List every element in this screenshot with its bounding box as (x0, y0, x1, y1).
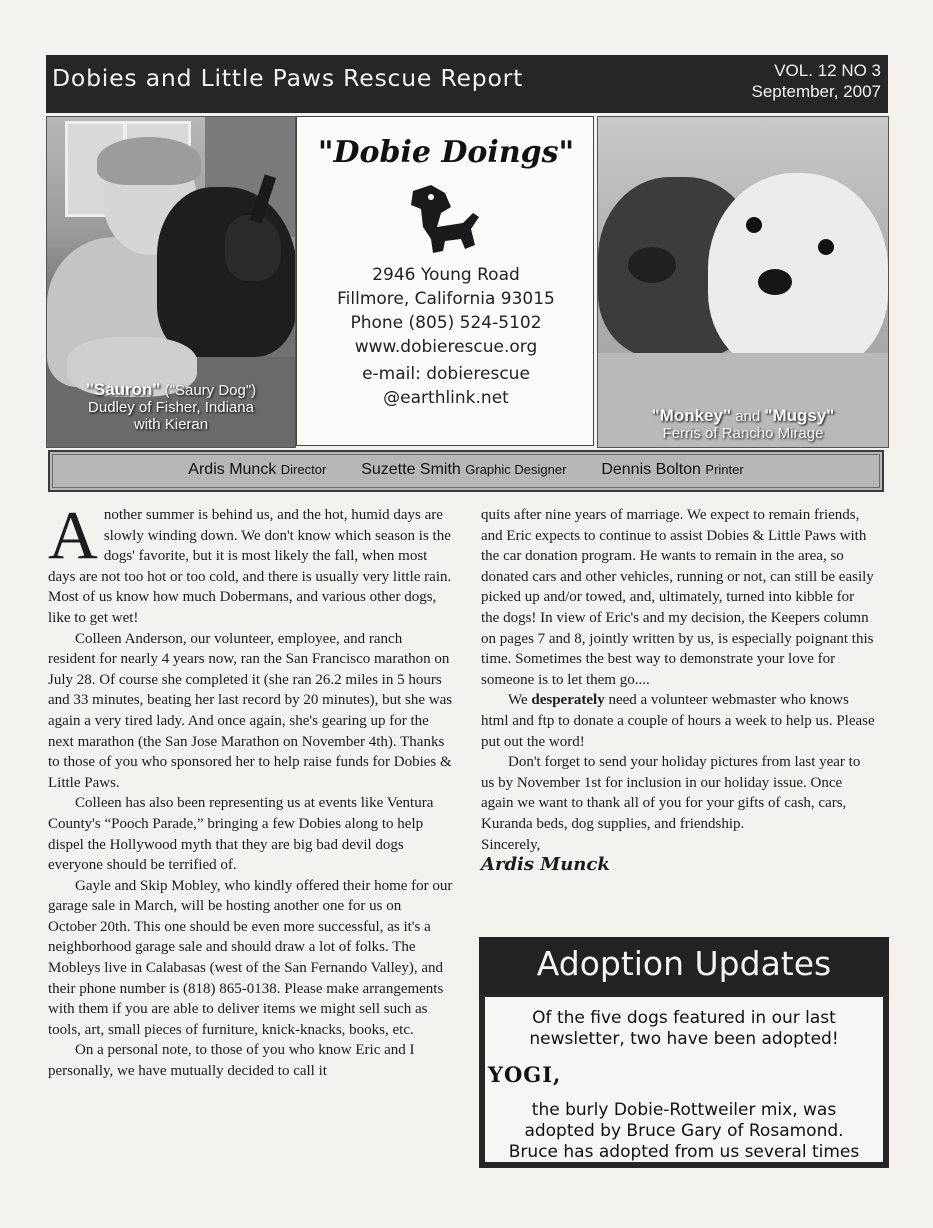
paragraph: Gayle and Skip Mobley, who kindly offered their home for our garage sale in March, will be hosting another one for us on October 20th. This one should be even more successful, as it's a neighborhood garage sale and should draw a lot of folks. The Mobleys live in Calabasas (west of the San Fernando Valley), and their phone number is (818) 865-0138. Please make arrangements with them if you are able to deliver items we might sell such as tools, art, small pieces of furniture, knick-knacks, books, etc. (48, 877, 453, 1038)
paragraph: Colleen has also been representing us at events like Ventura County's “Pooch Parade,” bringing a few Dobies along to help dispel the Hollywood myth that they are big bad devil dogs everyone should be terrified of. (48, 795, 434, 874)
caption-location: Dudley of Fisher, Indiana (88, 399, 254, 416)
logo-title: "Dobie Doings" (317, 135, 575, 170)
staff-role: Graphic Designer (465, 462, 567, 477)
caption-dog-name: "Sauron" (85, 380, 161, 399)
signature: Ardis Munck (481, 854, 610, 876)
caption-owners: Ferris of Rancho Mirage (662, 425, 824, 442)
caption-with: with Kieran (133, 416, 209, 433)
volume-number: VOL. 12 NO 3 (774, 61, 881, 80)
caption-dog-name-2: "Mugsy" (764, 406, 835, 425)
paragraph: On a personal note, to those of you who know Eric and I personally, we have mutually decided to call it (48, 1042, 415, 1080)
paragraph: Another summer is behind us, and the hot, humid days are slowly winding down. We don't know which season is the dogs' favorite, but it is most likely the fall, when most days are not too hot or too cold, and there is usually very little rain. Most of us know how much Dobermans, and various other dogs, like to get wet! (48, 497, 452, 626)
newsletter-title: Dobies and Little Paws Rescue Report (52, 64, 524, 92)
paragraph: quits after nine years of marriage. We expect to remain friends, and Eric expects to continue to assist Dobies & Little Paws with the car donation program. He wants to remain in the area, so donated cars and other vehicles, running or not, can still be easily picked up and/or towed, and, ultimately, turned into kibble for the dogs! In view of Eric's and my decision, the Keepers column on pages 7 and 8, jointly written by us, is especially poignant this time. Sometimes the best way to demonstrate your love for someone is to let them go.... (481, 507, 874, 688)
photo-caption-right (598, 407, 888, 442)
emphasis: desperately (531, 692, 605, 709)
staff-role: Director (280, 462, 327, 477)
letter-column-left (48, 497, 453, 1082)
caption-and: and (731, 408, 765, 425)
email-line2[interactable]: @earthlink.net (383, 388, 509, 408)
closing: Sincerely, (481, 836, 541, 853)
website-link[interactable]: www.dobierescue.org (354, 337, 538, 357)
adoption-title: Adoption Updates (536, 944, 832, 983)
contact-panel (296, 116, 594, 446)
email-line1[interactable]: e-mail: dobierescue (362, 364, 530, 384)
letter-column-right (481, 505, 876, 876)
photo-monkey-and-mugsy (597, 116, 889, 448)
caption-nickname: ("Saury Dog") (160, 382, 257, 399)
issue-date: September, 2007 (751, 82, 881, 101)
staff-name: Ardis Munck (188, 461, 277, 478)
paragraph: We desperately need a volunteer webmaster who knows html and ftp to donate a couple of hours a week to help us. Please put out the word! (481, 692, 875, 750)
photo-sauron-with-kieran (46, 116, 296, 448)
paragraph: Don't forget to send your holiday pictures from last year to us by November 1st for inclusion in our holiday issue. Once again we want to thank all of you for your gifts of cash, cars, Kuranda beds, dog supplies, and friendship. (481, 754, 861, 832)
address-city: Fillmore, California 93015 (337, 289, 555, 309)
staff-role: Printer (705, 462, 744, 477)
photo-caption-left (47, 381, 295, 433)
staff-name: Suzette Smith (361, 461, 461, 478)
dog-logo-icon (401, 183, 491, 261)
staff-credits (48, 461, 884, 479)
address-street: 2946 Young Road (372, 265, 520, 285)
phone-number: Phone (805) 524-5102 (350, 313, 542, 333)
paragraph: Colleen Anderson, our volunteer, employee, and ranch resident for nearly 4 years now, ran the San Francisco marathon on July 28. Of course she completed it (she ran 26.2 miles in 5 hours and 33 minutes, beating her last record by 20 minutes), but she was again a very tired lady. And once again, she's gearing up for the next marathon (the San Jose Marathon on November 4th). Thanks to those of you who sponsored her to help raise funds for Dobies & Little Paws. (48, 630, 453, 791)
staff-name: Dennis Bolton (601, 461, 701, 478)
caption-dog-name-1: "Monkey" (651, 406, 732, 425)
issue-info (752, 60, 881, 102)
adoption-description: the burly Dobie-Rottweiler mix, was adopted by Bruce Gary of Rosamond. Bruce has adopted from us several times (508, 1100, 860, 1162)
adopted-dog-name: YOGI, (488, 1062, 562, 1087)
drop-cap: A (48, 497, 98, 573)
adoption-intro: Of the five dogs featured in our last newsletter, two have been adopted! (529, 1008, 839, 1049)
